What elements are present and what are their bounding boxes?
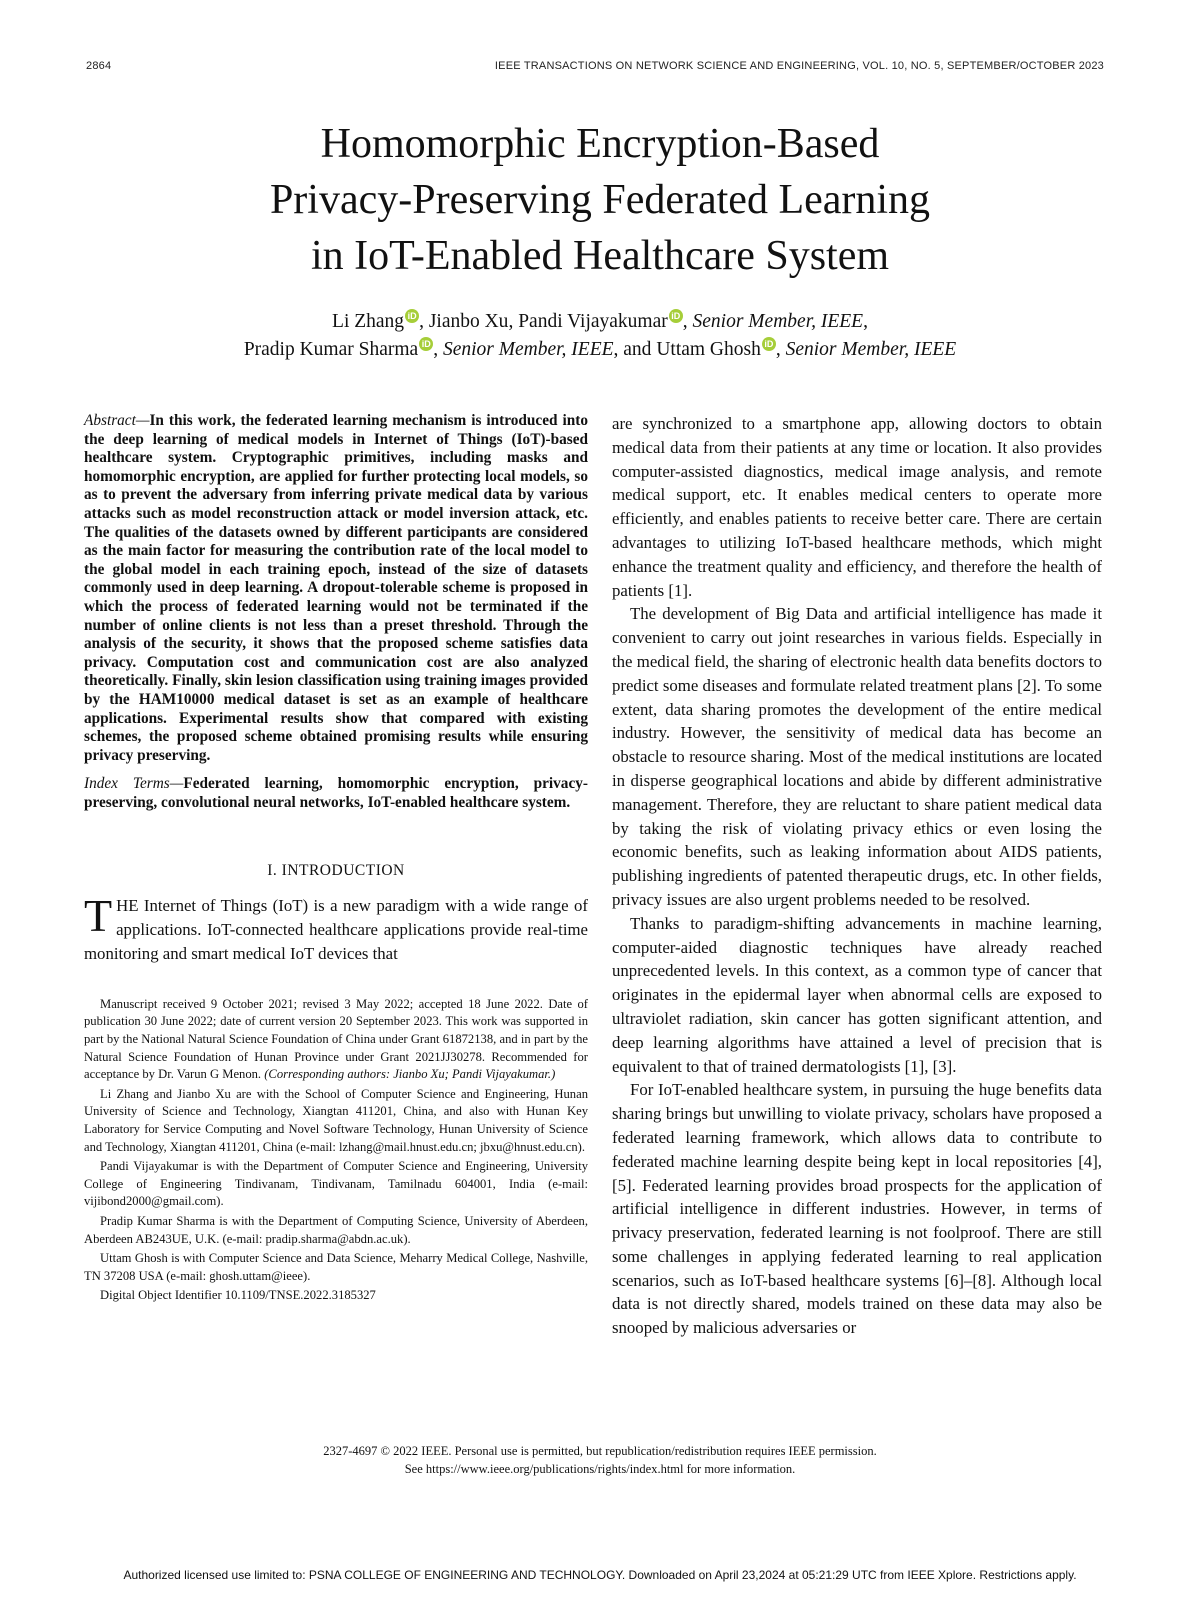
index-terms-text: Federated learning, homomorphic encryption, privacy-preserving, convolutional neural networks, IoT-enabled healthcare system. — [84, 775, 588, 811]
right-column — [612, 412, 1102, 1340]
author-role: Senior Member, IEEE — [442, 339, 614, 360]
title-line-1: Homomorphic Encryption-Based — [320, 121, 880, 167]
author-name: Pradip Kumar Sharma — [243, 339, 419, 360]
copyright-line-1: 2327-4697 © 2022 IEEE. Personal use is permitted, but republication/redistribution requires IEEE permission. — [323, 1444, 877, 1458]
journal-citation: IEEE TRANSACTIONS ON NETWORK SCIENCE AND ENGINEERING, VOL. 10, NO. 5, SEPTEMBER/OCTOBER 2023 — [494, 60, 1104, 72]
title-line-3: in IoT-Enabled Healthcare System — [310, 233, 890, 279]
orcid-icon[interactable]: iD — [419, 337, 433, 351]
drop-cap: T — [84, 890, 113, 942]
author-list — [60, 308, 1140, 364]
body-paragraph: are synchronized to a smartphone app, allowing doctors to obtain medical data from their patients at any time or location. It also provides computer-assisted diagnostics, medical image analysis, and remote medical support, etc. It enables medical centers to operate more efficiently, and enables patients to receive better care. There are certain advantages to utilizing IoT-based healthcare methods, which might enhance the treatment quality and efficiency, and therefore the health of patients [1]. — [612, 414, 1102, 600]
author-line-1: Li Zhang iD , Jianbo Xu, Pandi Vijayakumar iD , Senior Member, IEEE, — [332, 311, 868, 332]
orcid-icon[interactable]: iD — [669, 309, 683, 323]
footnote-text: Manuscript received 9 October 2021; revised 3 May 2022; accepted 18 June 2022. Date of publication 30 June 2022; date of current version 20 September 2023. This work was supported in part by the National Natural Science Foundation of China under Grant 61872138, and in part by the Natural Science Foundation of Hunan Province under Grant 2021JJ30278. Recommended for acceptance by Dr. Varun G Menon. — [84, 996, 588, 1082]
page-number: 2864 — [86, 60, 112, 72]
index-terms-label: Index Terms— — [84, 775, 184, 793]
author-role: Senior Member, IEEE — [785, 339, 957, 360]
body-paragraph: For IoT-enabled healthcare system, in pursuing the huge benefits data sharing brings but unwilling to violate privacy, scholars have proposed a federated learning framework, which allows data to contribute to federated machine learning despite being kept in local repositories [4], [5]. Federated learning provides broad prospects for the application of artificial intelligence in different industries. However, in terms of privacy preservation, federated learning is not foolproof. There are still some challenges in applying federated learning to real application scenarios, such as IoT-based healthcare systems [6]–[8]. Although local data is not directly shared, models trained on these data may also be snooped by malicious adversaries or — [612, 1080, 1102, 1338]
intro-text: HE Internet of Things (IoT) is a new paradigm with a wide range of applications. IoT-connected healthcare applications provide real-time monitoring and smart medical IoT devices that — [84, 896, 588, 964]
abstract-label: Abstract— — [84, 412, 150, 429]
footnote-affiliation: Pandi Vijayakumar is with the Department of Computer Science and Engineering, University College of Engineering Tindivanam, Tindivanam, Tamilnadu 604001, India (e-mail: vijibond2000@gmail.com). — [84, 1159, 588, 1209]
footnote-corresponding: (Corresponding authors: Jianbo Xu; Pandi Vijayakumar.) — [264, 1067, 556, 1082]
author-name: Pandi Vijayakumar — [518, 311, 668, 332]
author-name: Li Zhang — [332, 311, 405, 332]
footnote-affiliation: Uttam Ghosh is with Computer Science and Data Science, Meharry Medical College, Nashville, TN 37208 USA (e-mail: ghosh.uttam@ieee). — [84, 1251, 588, 1283]
author-line-2: Pradip Kumar Sharma iD , Senior Member, IEEE, and Uttam Ghosh iD , Senior Member, IEEE — [243, 339, 957, 360]
running-header — [86, 60, 1104, 72]
orcid-icon[interactable]: iD — [762, 337, 776, 351]
index-terms — [84, 775, 588, 812]
author-name: Jianbo Xu — [428, 311, 509, 332]
intro-paragraph — [84, 890, 588, 965]
section-heading-introduction: I. INTRODUCTION — [267, 862, 405, 880]
footnote-doi: Digital Object Identifier 10.1109/TNSE.2022.3185327 — [100, 1288, 376, 1303]
license-notice: Authorized licensed use limited to: PSNA COLLEGE OF ENGINEERING AND TECHNOLOGY. Downloaded on April 23,2024 at 05:21:29 UTC from IEEE Xplore. Restrictions apply. — [123, 1568, 1077, 1582]
author-role: Senior Member, IEEE — [692, 311, 864, 332]
body-paragraph: Thanks to paradigm-shifting advancements in machine learning, computer-aided diagnostic techniques have already reached unprecedented levels. In this context, as a common type of cancer that originates in the epidermal layer when abnormal cells are exposed to ultraviolet radiation, skin cancer has gotten significant attention, and deep learning algorithms have attained a level of precision that is equivalent to that of trained dermatologists [1], [3]. — [612, 913, 1102, 1076]
abstract — [84, 412, 588, 765]
left-column — [84, 412, 588, 1307]
footnote-affiliation: Li Zhang and Jianbo Xu are with the School of Computer Science and Engineering, Hunan University of Science and Technology, Xiangtan 411201, China, and also with Hunan Key Laboratory for Service Computing and Novel Software Technology, Hunan University of Science and Technology, Xiangtan 411201, China (e-mail: lzhang@mail.hnust.edu.cn; jbxu@hnust.edu.cn). — [84, 1086, 588, 1154]
body-paragraph: The development of Big Data and artificial intelligence has made it convenient to carry out joint researches in various fields. Especially in the medical field, the sharing of electronic health data benefits doctors to predict some diseases and formulate related treatment plans [2]. To some extent, data sharing promotes the development of the entire medical industry. However, the sensitivity of medical data has become an obstacle to resource sharing. Most of the medical institutions are located in disperse geographical locations and abide by different administrative management. Therefore, they are reluctant to share patient medical data by taking the risk of violating privacy ethics or even losing the economic benefits, such as leaking information about AIDS patients, publishing ingredients of patented therapeutic drugs, etc. In other fields, privacy issues are also urgent problems needed to be resolved. — [612, 604, 1102, 909]
copyright-notice — [200, 1442, 1000, 1478]
author-conjunction: and — [623, 339, 652, 360]
title-line-2: Privacy-Preserving Federated Learning — [269, 177, 931, 223]
copyright-line-2: See https://www.ieee.org/publications/rights/index.html for more information. — [404, 1462, 796, 1476]
footnote-manuscript — [84, 996, 588, 1084]
paper-title — [60, 116, 1140, 284]
footnotes — [84, 996, 588, 1305]
footnote-affiliation: Pradip Kumar Sharma is with the Department of Computing Science, University of Aberdeen, Aberdeen AB243UE, U.K. (e-mail: pradip.sharma@abdn.ac.uk). — [84, 1213, 588, 1246]
author-name: Uttam Ghosh — [656, 339, 761, 360]
abstract-text: In this work, the federated learning mechanism is introduced into the deep learning of medical models in Internet of Things (IoT)-based healthcare system. Cryptographic primitives, including masks and homomorphic encryption, are applied for further protecting local models, so as to prevent the adversary from inferring private medical data by various attacks such as model reconstruction attack or model inversion attack, etc. The qualities of the datasets owned by different participants are considered as the main factor for measuring the contribution rate of the local model to the global model in each training epoch, instead of the size of datasets commonly used in deep learning. A dropout-tolerable scheme is proposed in which the process of federated learning would not be terminated if the number of online clients is not less than a preset threshold. Through the analysis of the security, it shows that the proposed scheme satisfies data privacy. Computation cost and communication cost are also analyzed theoretically. Finally, skin lesion classification using training images provided by the HAM10000 medical dataset is set as an example of healthcare applications. Experimental results show that compared with existing schemes, the proposed scheme obtained promising results while ensuring privacy preserving. — [84, 412, 588, 764]
orcid-icon[interactable]: iD — [405, 309, 419, 323]
